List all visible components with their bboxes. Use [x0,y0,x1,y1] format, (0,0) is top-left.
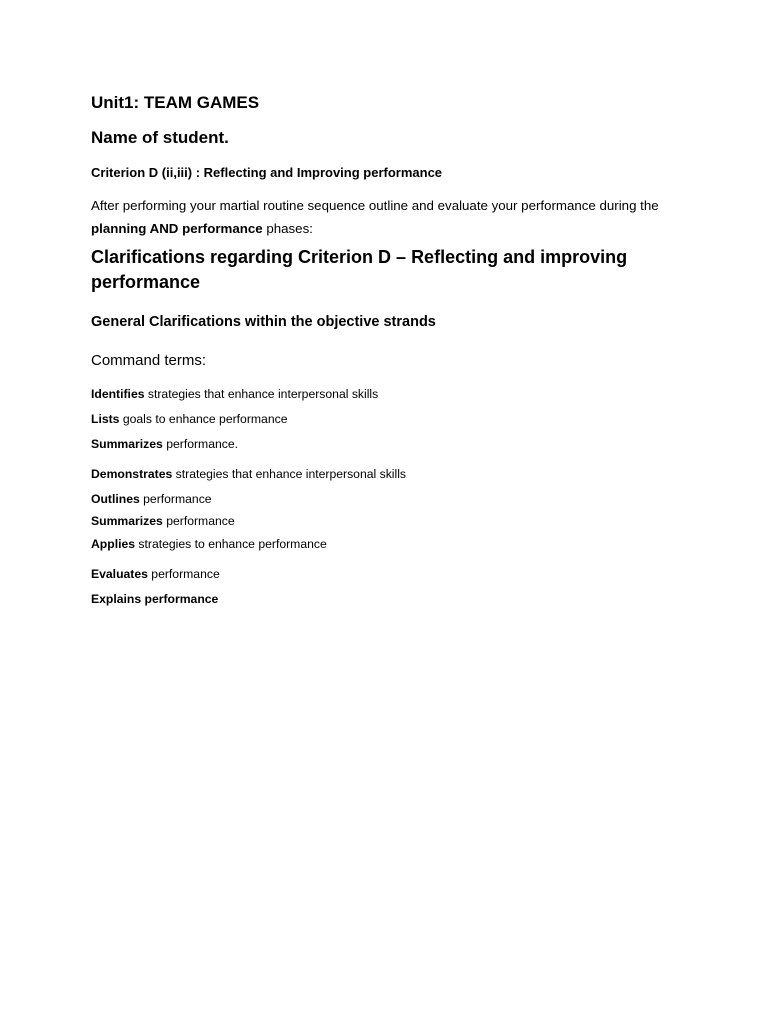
command-term-verb: Summarizes [91,514,163,528]
command-term-item [91,467,406,481]
criterion-heading: Criterion D (ii,iii) : Reflecting and Improving performance [91,165,443,180]
command-term-item [91,437,238,451]
command-term-verb: Explains performance [91,592,219,606]
command-term-text: strategies that enhance interpersonal skills [172,467,407,481]
intro-text-end: phases: [262,221,313,236]
command-term-item [91,412,287,426]
command-term-verb: Applies [91,537,136,551]
command-term-item [91,387,378,401]
command-term-text: performance. [162,437,239,451]
command-term-verb: Identifies [91,387,145,401]
command-term-verb: Outlines [91,492,140,506]
command-term-verb: Lists [91,412,120,426]
command-term-item [91,492,212,506]
command-term-verb: Summarizes [91,437,163,451]
intro-bold-phases: planning AND performance [91,221,263,236]
intro-text-start: After performing your martial routine sequence outline and evaluate your performance during the [91,198,659,213]
command-term-text: performance [162,514,235,528]
command-term-text: performance [147,567,220,581]
command-term-text: strategies that enhance interpersonal skills [144,387,379,401]
command-term-item [91,567,220,581]
intro-paragraph [91,194,671,240]
command-term-text: goals to enhance performance [119,412,288,426]
command-term-verb: Evaluates [91,567,148,581]
command-term-item [91,537,327,551]
general-clarifications-heading: General Clarifications within the objective strands [91,314,436,330]
command-term-item [91,514,235,528]
student-name-label: Name of student. [91,128,229,147]
command-term-verb: Demonstrates [91,467,173,481]
command-term-item [91,592,218,606]
command-term-text: performance [139,492,212,506]
command-terms-label: Command terms: [91,352,207,369]
command-term-text: strategies to enhance performance [135,537,327,551]
unit-title: Unit1: TEAM GAMES [91,93,260,112]
clarifications-heading: Clarifications regarding Criterion D – Reflecting and improving performance [91,247,628,292]
